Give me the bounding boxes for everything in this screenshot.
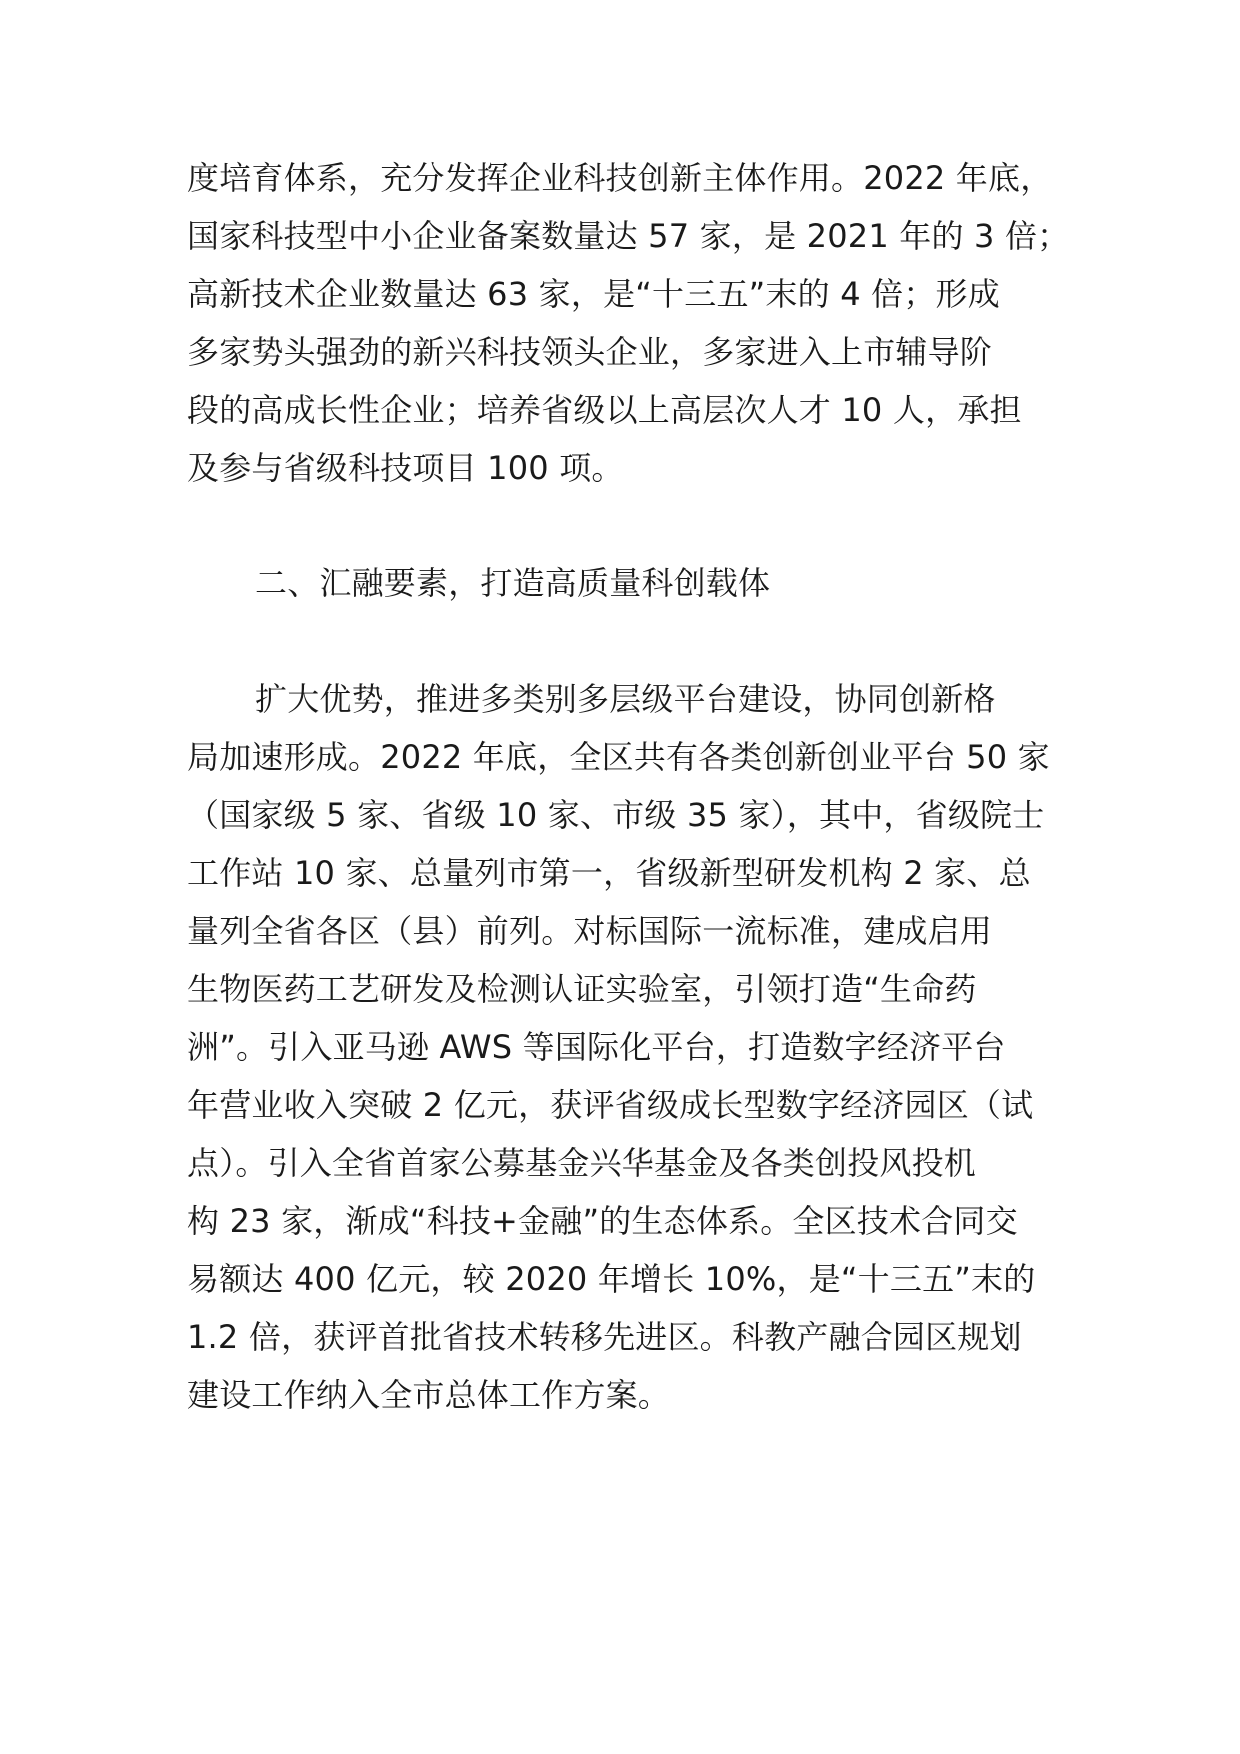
- paragraph-2-line-9: 点）。引入全省首家公募基金兴华基金及各类创投风投机: [187, 1144, 977, 1182]
- paragraph-2-line-7: 洲”。引入亚马逊 AWS 等国际化平台，打造数字经济平台: [187, 1028, 1006, 1066]
- paragraph-1-line-2: 国家科技型中小企业备案数量达 57 家，是 2021 年的 3 倍；: [187, 217, 1070, 255]
- paragraph-2-line-4: 工作站 10 家、总量列市第一，省级新型研发机构 2 家、总: [187, 854, 1031, 892]
- paragraph-2-line-3: （国家级 5 家、省级 10 家、市级 35 家），其中，省级院士: [187, 796, 1045, 834]
- section-heading: 二、汇融要素，打造高质量科创载体: [255, 564, 771, 602]
- paragraph-1-line-1: 度培育体系，充分发挥企业科技创新主体作用。2022 年底，: [187, 159, 1053, 197]
- paragraph-2-line-12: 1.2 倍，获评首批省技术转移先进区。科教产融合园区规划: [187, 1318, 1022, 1356]
- paragraph-2-line-5: 量列全省各区（县）前列。对标国际一流标准，建成启用: [187, 912, 993, 950]
- paragraph-2-line-13: 建设工作纳入全市总体工作方案。: [187, 1376, 671, 1414]
- paragraph-1-line-6: 及参与省级科技项目 100 项。: [187, 449, 624, 487]
- paragraph-1-line-3: 高新技术企业数量达 63 家，是“十三五”末的 4 倍；形成: [187, 275, 1000, 313]
- paragraph-2-line-1: 扩大优势，推进多类别多层级平台建设，协同创新格: [255, 680, 996, 718]
- paragraph-1-line-4: 多家势头强劲的新兴科技领头企业，多家进入上市辅导阶: [187, 333, 993, 371]
- paragraph-1-line-5: 段的高成长性企业；培养省级以上高层次人才 10 人，承担: [187, 391, 1022, 429]
- paragraph-2-line-6: 生物医药工艺研发及检测认证实验室，引领打造“生命药: [187, 970, 977, 1008]
- paragraph-2-line-2: 局加速形成。2022 年底，全区共有各类创新创业平台 50 家: [187, 738, 1050, 776]
- paragraph-2-line-11: 易额达 400 亿元，较 2020 年增长 10%，是“十三五”末的: [187, 1260, 1036, 1298]
- paragraph-2-line-8: 年营业收入突破 2 亿元，获评省级成长型数字经济园区（试: [187, 1086, 1034, 1124]
- paragraph-2-line-10: 构 23 家，渐成“科技+金融”的生态体系。全区技术合同交: [187, 1202, 1018, 1240]
